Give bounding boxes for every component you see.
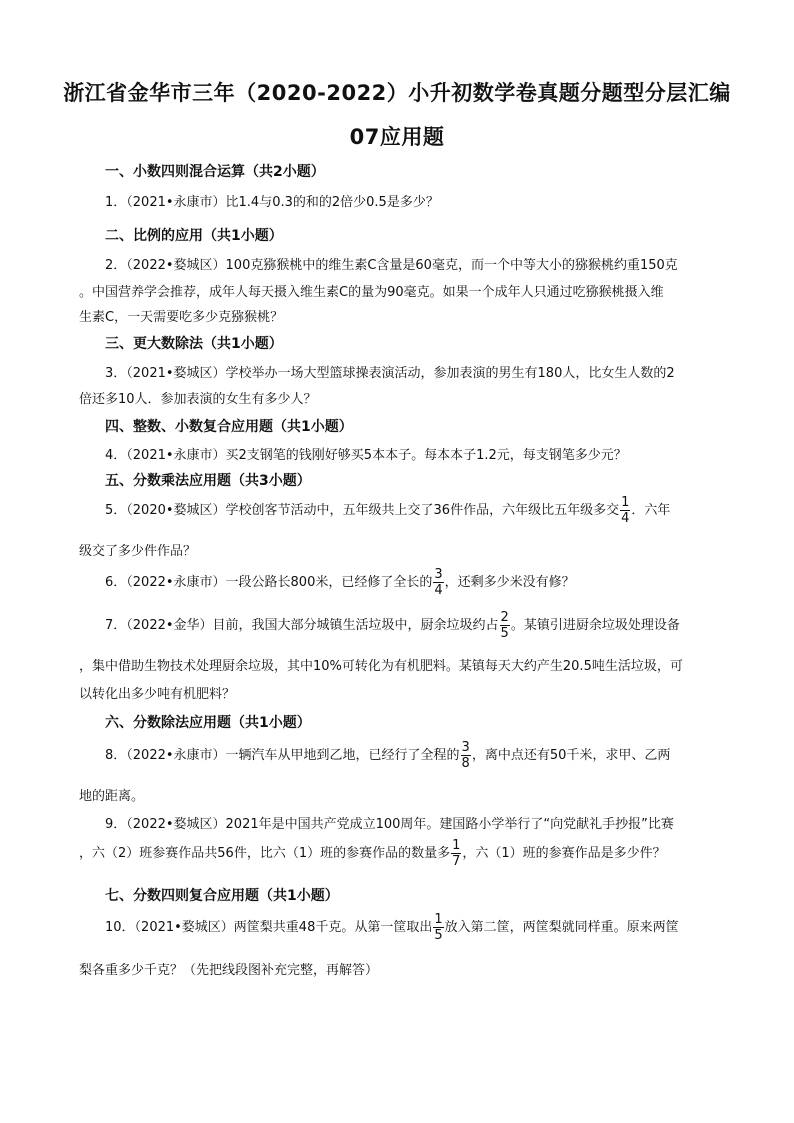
section-heading-3: 三、更大数除法（共1小题） [105,336,283,352]
question-8-text-b: ，离中点还有50千米，求甲、乙两 [471,748,671,763]
question-6 [105,568,575,597]
fraction-two-fifths [500,611,510,640]
question-9-line-2 [79,839,666,868]
fraction-three-eighths [461,741,471,770]
fraction-numerator: 1 [621,495,630,510]
section-heading-4: 四、整数、小数复合应用题（共1小题） [105,419,353,435]
section-heading-5: 五、分数乘法应用题（共3小题） [105,473,311,489]
question-4: 4．（2021•永康市）买2支钢笔的钱刚好够买5本本子。每本本子1.2元，每支钢笔多少元？ [105,448,627,463]
fraction-numerator: 2 [500,610,509,625]
question-6-text-b: ，还剩多少米没有修？ [444,575,575,590]
question-3-line-2: 倍还多10人．参加表演的女生有多少人？ [79,392,317,407]
fraction-denominator: 7 [452,854,461,869]
document-subtitle: 07应用题 [349,125,445,149]
document-title: 浙江省金华市三年（2020-2022）小升初数学卷真题分题型分层汇编 [63,81,731,105]
fraction-numerator: 1 [452,838,461,853]
fraction-numerator: 1 [434,912,443,927]
question-2-line-3: 生素C，一天需要吃多少克猕猴桃？ [79,310,284,325]
question-10-line-1 [105,913,679,942]
question-5-line-1 [105,496,670,525]
fraction-numerator: 3 [461,740,470,755]
question-9-line-1: 9．（2022•婺城区）2021年是中国共产党成立100周年。建国路小学举行了“向党献礼手抄报”比赛 [105,817,674,832]
question-10-text-b: 放入第二筐，两筐梨就同样重。原来两筐 [444,920,679,935]
section-heading-7: 七、分数四则复合应用题（共1小题） [105,888,339,904]
question-9-text-a: ，六（2）班参赛作品共56件，比六（1）班的参赛作品的数量多 [79,846,451,861]
question-6-text-a: 6．（2022•永康市）一段公路长800米，已经修了全长的 [105,575,433,590]
question-5-text-b: ．六年 [631,503,671,518]
fraction-denominator: 8 [461,756,470,771]
question-8-line-1 [105,741,670,770]
question-7-line-1 [105,611,680,640]
question-7-text-b: 。某镇引进厨余垃圾处理设备 [510,618,680,633]
question-7-line-3: 以转化出多少吨有机肥料？ [79,687,236,702]
fraction-one-seventh [451,839,461,868]
section-heading-1: 一、小数四则混合运算（共2小题） [105,164,325,180]
question-10-line-2: 梨各重多少千克？（先把线段图补充完整，再解答） [79,963,379,978]
fraction-numerator: 3 [434,567,443,582]
fraction-denominator: 5 [434,928,443,943]
question-3-line-1: 3．（2021•婺城区）学校举办一场大型篮球操表演活动，参加表演的男生有180人，比女生人数的2 [105,366,675,381]
question-7-line-2: ，集中借助生物技术处理厨余垃圾，其中10%可转化为有机肥料。某镇每天大约产生20.5吨生活垃圾，可 [79,659,683,674]
question-5-text-a: 5．（2020•婺城区）学校创客节活动中，五年级共上交了36件作品，六年级比五年级多交 [105,503,620,518]
question-5-line-2: 级交了多少件作品？ [79,544,197,559]
question-2-line-2: 。中国营养学会推荐，成年人每天摄入维生素C的量为90毫克。如果一个成年人只通过吃猕猴桃摄入维 [79,285,664,300]
question-8-text-a: 8．（2022•永康市）一辆汽车从甲地到乙地，已经行了全程的 [105,748,460,763]
fraction-one-quarter [620,496,630,525]
question-2-line-1: 2．（2022•婺城区）100克猕猴桃中的维生素C含量是60毫克，而一个中等大小的猕猴桃约重150克 [105,258,678,273]
question-8-line-2: 地的距离。 [79,789,145,804]
fraction-denominator: 5 [500,626,509,641]
section-heading-2: 二、比例的应用（共1小题） [105,228,283,244]
fraction-three-quarters [433,568,443,597]
fraction-denominator: 4 [434,583,443,598]
question-1: 1．（2021•永康市）比1.4与0.3的和的2倍少0.5是多少？ [105,195,439,210]
section-heading-6: 六、分数除法应用题（共1小题） [105,715,311,731]
question-9-text-b: ，六（1）班的参赛作品是多少件？ [462,846,666,861]
fraction-denominator: 4 [621,511,630,526]
question-7-text-a: 7．（2022•金华）目前，我国大部分城镇生活垃圾中，厨余垃圾约占 [105,618,499,633]
fraction-one-fifth [433,913,443,942]
question-10-text-a: 10．（2021•婺城区）两筐梨共重48千克。从第一筐取出 [105,920,433,935]
